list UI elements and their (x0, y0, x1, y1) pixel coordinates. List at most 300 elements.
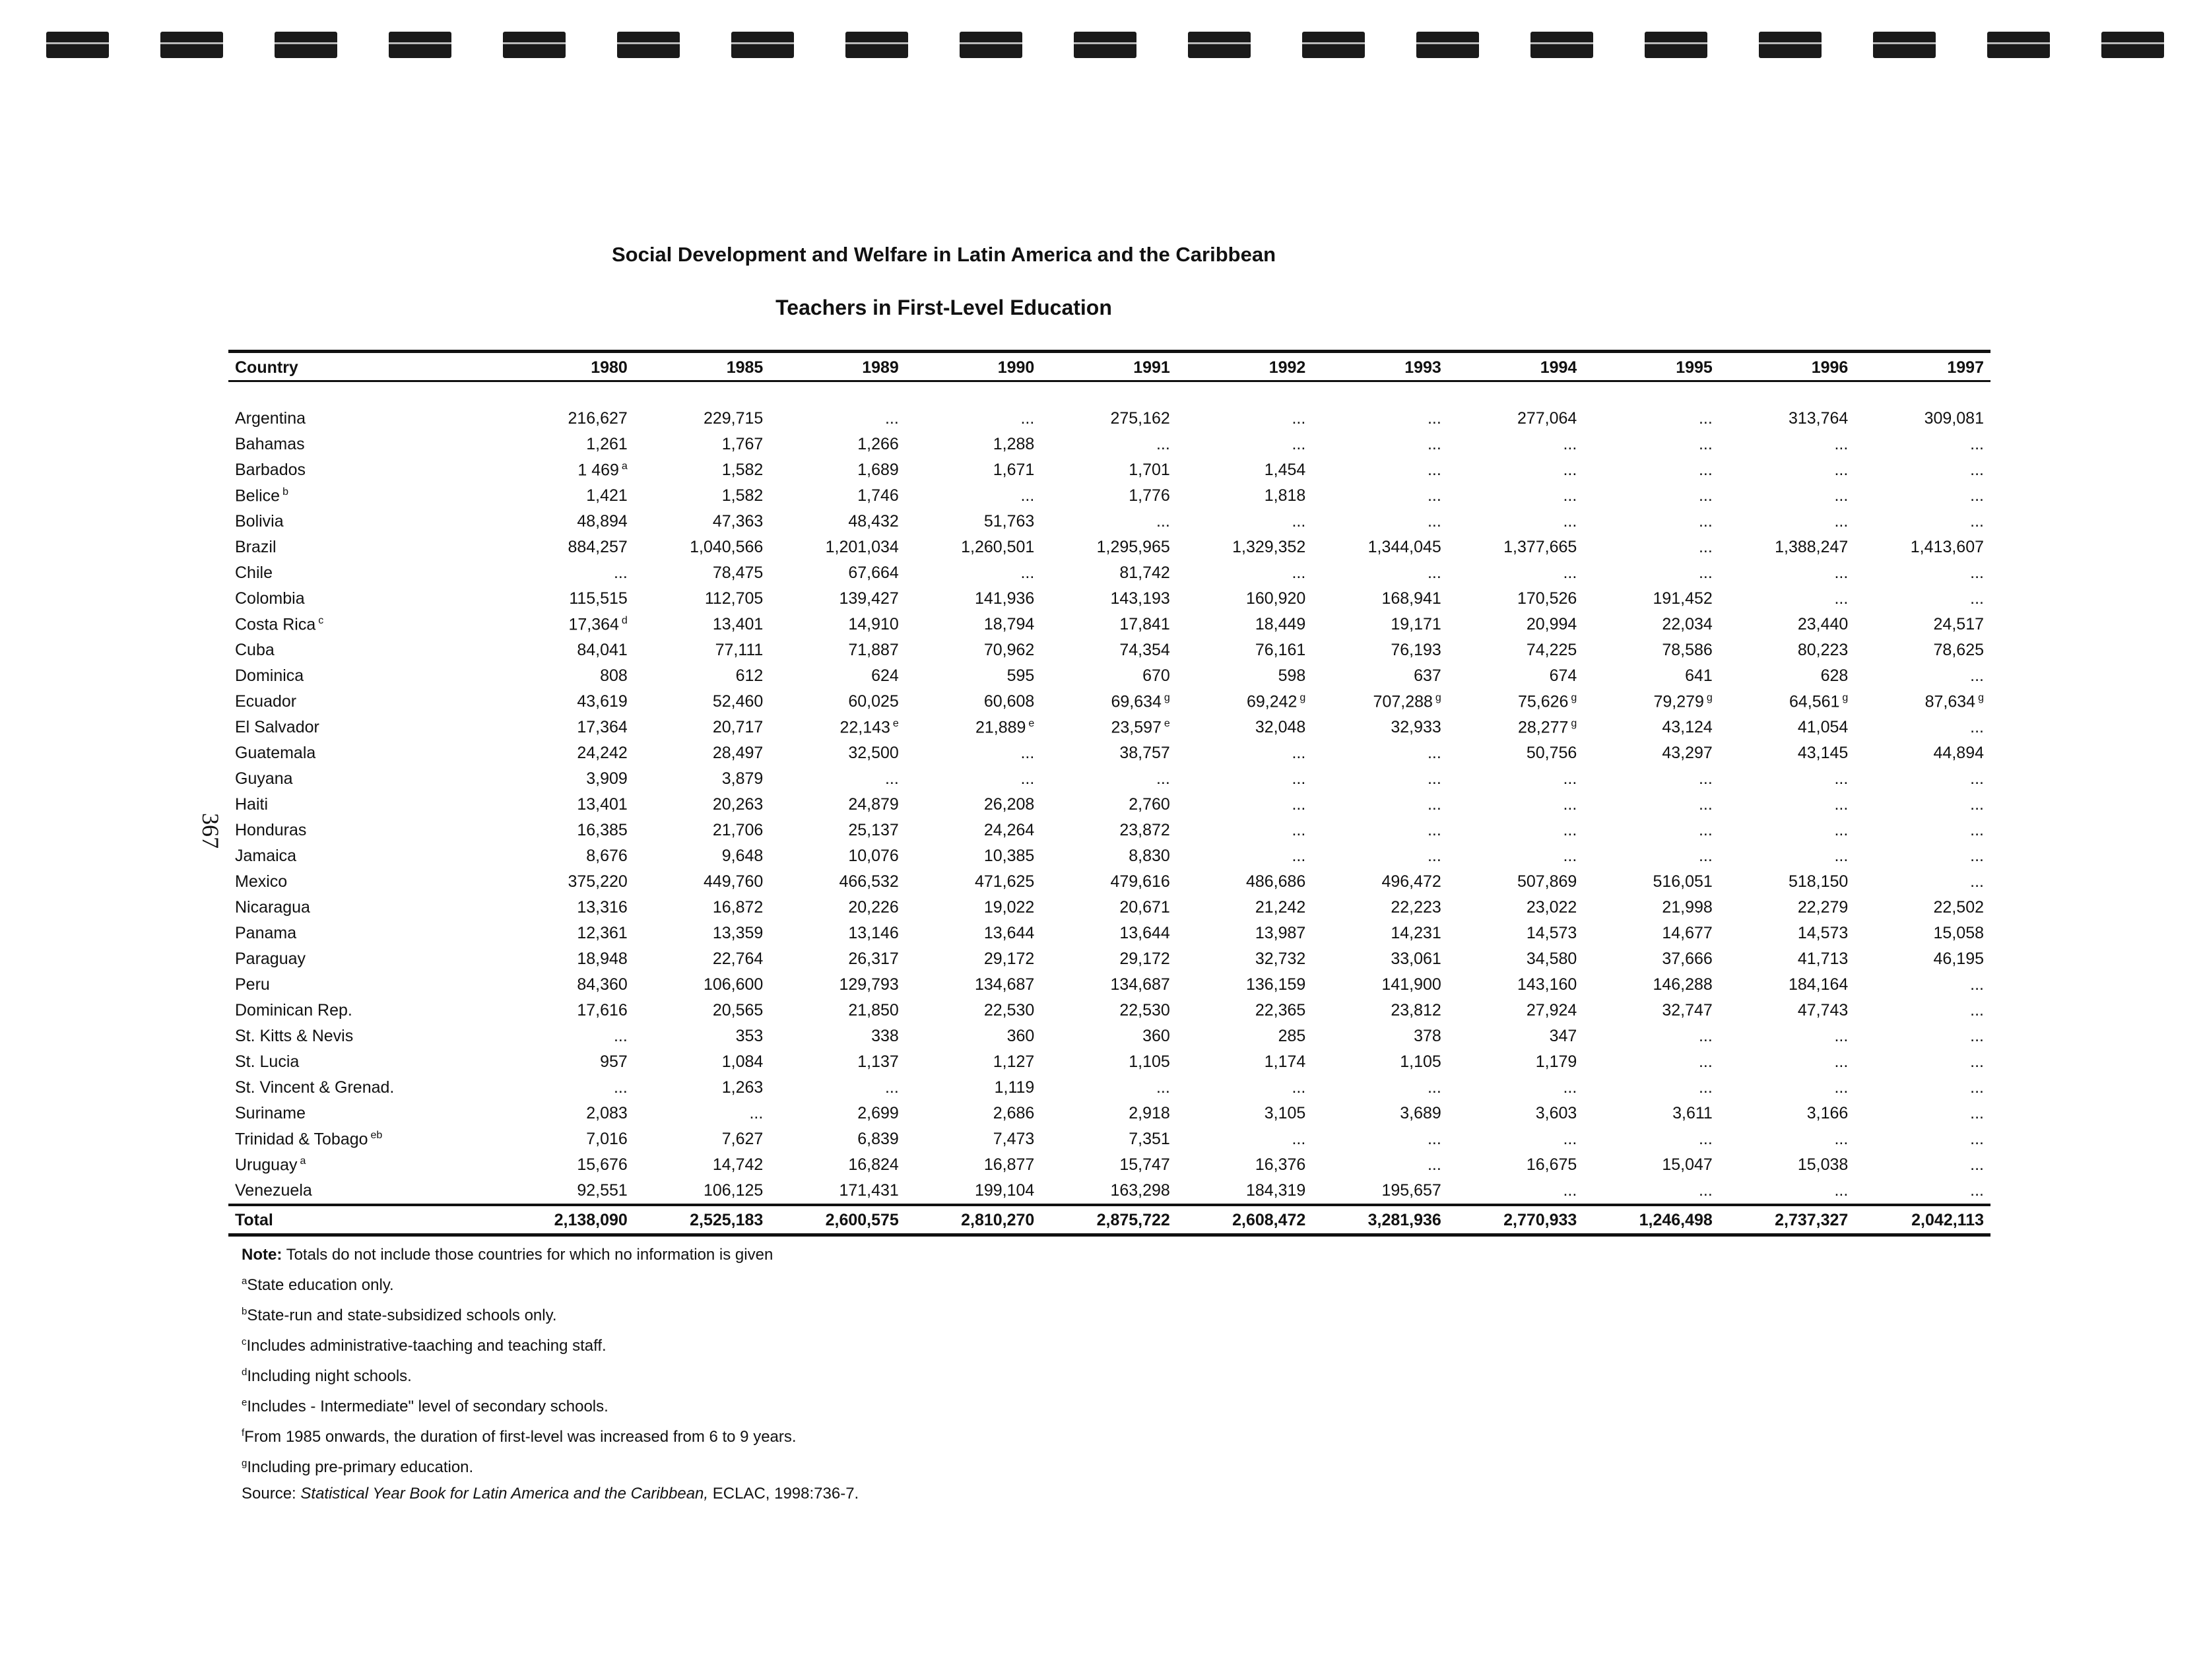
country-cell (228, 998, 498, 1023)
value-cell (1855, 792, 1990, 818)
cell-value: 26,208 (983, 795, 1035, 814)
cell-value: 112,705 (704, 589, 764, 608)
cell-value: 170,526 (1517, 589, 1577, 608)
cell-value: ... (1427, 409, 1441, 428)
value-cell (1448, 1101, 1584, 1126)
cell-value: ... (1020, 564, 1035, 582)
cell-value: 19,171 (1391, 615, 1441, 633)
cell-value: 160,920 (1245, 589, 1306, 608)
footnote-mark: g (1435, 692, 1441, 703)
value-cell (1719, 792, 1855, 818)
value-cell (1312, 1101, 1448, 1126)
value-cell (770, 457, 905, 483)
cell-value: 184,319 (1245, 1181, 1306, 1200)
cell-value: ... (1698, 564, 1713, 582)
value-cell (770, 715, 905, 740)
cell-value: 15,747 (1119, 1155, 1170, 1174)
cell-value: 10,076 (848, 847, 899, 865)
value-cell (905, 663, 1041, 689)
cell-value: ... (1156, 435, 1170, 453)
cell-value: ... (1834, 589, 1849, 608)
cell-value: 32,933 (1391, 718, 1441, 736)
value-cell (1041, 1178, 1177, 1205)
value-cell (1583, 612, 1719, 637)
cell-value: 34,580 (1526, 950, 1577, 968)
footnote-mark: e (892, 717, 899, 729)
value-cell (1312, 1178, 1448, 1205)
cell-value: 168,941 (1381, 589, 1441, 608)
country-name: Nicaragua (235, 898, 310, 917)
cell-value: ... (1427, 564, 1441, 582)
cell-value: 22,530 (1119, 1001, 1170, 1019)
cell-value: 641 (1685, 666, 1713, 685)
cell-value: 22,365 (1255, 1001, 1306, 1019)
table-row (228, 946, 1990, 972)
table-row (228, 792, 1990, 818)
value-cell (1719, 534, 1855, 560)
cell-value: ... (1698, 409, 1713, 428)
spacer-row (228, 381, 1990, 406)
value-cell (1177, 663, 1313, 689)
binder-holes (46, 32, 2158, 63)
cell-value: 1,344,045 (1367, 538, 1441, 556)
cell-value: 143,193 (1110, 589, 1170, 608)
cell-value: ... (1970, 435, 1984, 453)
cell-value: ... (1020, 769, 1035, 788)
cell-value: 1,040,566 (690, 538, 764, 556)
cell-value: ... (1834, 1078, 1849, 1097)
cell-value: ... (1834, 847, 1849, 865)
value-cell (1177, 432, 1313, 457)
footnote-mark: e (1028, 717, 1035, 729)
value-cell (905, 1101, 1041, 1126)
cell-value: ... (1427, 744, 1441, 762)
cell-value: ... (613, 564, 628, 582)
cell-value: 12,361 (577, 924, 628, 942)
value-cell (1448, 534, 1584, 560)
total-cell: 2,138,090 (498, 1205, 634, 1235)
value-cell (1583, 1049, 1719, 1075)
value-cell (1041, 972, 1177, 998)
value-cell (498, 483, 634, 509)
value-cell (1041, 663, 1177, 689)
binder-hole (1302, 32, 1365, 58)
value-cell (1719, 1075, 1855, 1101)
cell-value: 199,104 (974, 1181, 1035, 1200)
value-cell (634, 432, 770, 457)
value-cell (1583, 972, 1719, 998)
footnote (242, 1450, 859, 1481)
value-cell (1583, 792, 1719, 818)
country-name: Venezuela (235, 1181, 312, 1200)
cell-value: 52,460 (712, 692, 764, 711)
value-cell (1041, 766, 1177, 792)
binder-hole (1530, 32, 1593, 58)
table-row (228, 509, 1990, 534)
value-cell (770, 946, 905, 972)
value-cell (1041, 612, 1177, 637)
value-cell (1177, 1126, 1313, 1152)
footnote-mark: a (300, 1155, 306, 1167)
table-row (228, 766, 1990, 792)
footnote-text: State-run and state-subsidized schools only. (247, 1307, 557, 1324)
cell-value: ... (1427, 821, 1441, 839)
value-cell (1312, 663, 1448, 689)
cell-value: 69,242 (1246, 692, 1298, 711)
cell-value: 23,440 (1797, 615, 1849, 633)
cell-value: ... (1970, 718, 1984, 736)
table-row (228, 998, 1990, 1023)
value-cell (1312, 586, 1448, 612)
cell-value: 81,742 (1119, 564, 1170, 582)
cell-value: ... (1698, 512, 1713, 531)
cell-value: 23,022 (1526, 898, 1577, 917)
value-cell (1855, 1178, 1990, 1205)
cell-value: 13,401 (712, 615, 764, 633)
country-cell (228, 766, 498, 792)
value-cell (1855, 869, 1990, 895)
cell-value: ... (1970, 1001, 1984, 1019)
value-cell (1312, 895, 1448, 921)
cell-value: ... (1834, 1181, 1849, 1200)
footnote-letter: b (242, 1306, 247, 1317)
cell-value: ... (1834, 1027, 1849, 1045)
country-cell (228, 406, 498, 432)
value-cell (1312, 483, 1448, 509)
value-cell (1312, 766, 1448, 792)
value-cell (1583, 895, 1719, 921)
value-cell (770, 818, 905, 843)
cell-value: ... (1698, 435, 1713, 453)
country-name: Bahamas (235, 435, 305, 453)
value-cell (905, 818, 1041, 843)
binder-hole (731, 32, 794, 58)
cell-value: 7,627 (721, 1130, 764, 1148)
value-cell (1583, 483, 1719, 509)
total-cell: 2,042,113 (1855, 1205, 1990, 1235)
cell-value: 79,279 (1653, 692, 1704, 711)
cell-value: 1,295,965 (1096, 538, 1170, 556)
cell-value: 141,900 (1381, 975, 1441, 994)
value-cell (905, 895, 1041, 921)
cell-value: 3,689 (1400, 1104, 1441, 1122)
cell-value: 22,034 (1662, 615, 1713, 633)
value-cell (905, 972, 1041, 998)
binder-hole (1873, 32, 1936, 58)
cell-value: 14,573 (1797, 924, 1849, 942)
value-cell (1312, 843, 1448, 869)
cell-value: 347 (1549, 1027, 1577, 1045)
value-cell (905, 998, 1041, 1023)
cell-value: 216,627 (568, 409, 628, 428)
value-cell (1312, 637, 1448, 663)
teachers-table (228, 350, 1990, 1237)
cell-value: 32,732 (1255, 950, 1306, 968)
value-cell (1041, 1049, 1177, 1075)
cell-value: 74,225 (1526, 641, 1577, 659)
value-cell (1719, 1126, 1855, 1152)
total-cell: 2,600,575 (770, 1205, 905, 1235)
cell-value: 47,743 (1797, 1001, 1849, 1019)
footnote-mark: g (1164, 692, 1170, 703)
cell-value: 92,551 (577, 1181, 628, 1200)
value-cell (770, 792, 905, 818)
total-cell: 2,525,183 (634, 1205, 770, 1235)
cell-value: 1,119 (994, 1078, 1035, 1097)
cell-value: 1,263 (721, 1078, 764, 1097)
cell-value: 1,084 (721, 1052, 764, 1071)
cell-value: ... (1834, 512, 1849, 531)
value-cell (634, 1126, 770, 1152)
cell-value: 24,517 (1933, 615, 1984, 633)
cell-value: 60,608 (983, 692, 1035, 711)
value-cell (1448, 509, 1584, 534)
cell-value: ... (1970, 821, 1984, 839)
value-cell (1041, 586, 1177, 612)
value-cell (498, 663, 634, 689)
value-cell (634, 921, 770, 946)
value-cell (1312, 740, 1448, 766)
cell-value: 51,763 (983, 512, 1035, 531)
value-cell (1719, 740, 1855, 766)
cell-value: 7,473 (993, 1130, 1035, 1148)
cell-value: ... (1292, 795, 1306, 814)
value-cell (1855, 1152, 1990, 1178)
value-cell (1448, 715, 1584, 740)
cell-value: 17,841 (1119, 615, 1170, 633)
total-row (228, 1205, 1990, 1235)
value-cell (1177, 766, 1313, 792)
cell-value: 479,616 (1110, 872, 1170, 891)
value-cell (1448, 895, 1584, 921)
binder-hole (275, 32, 337, 58)
value-cell (1855, 921, 1990, 946)
value-cell (498, 1178, 634, 1205)
cell-value: ... (1427, 461, 1441, 479)
cell-value: 14,573 (1526, 924, 1577, 942)
cell-value: 707,288 (1373, 692, 1433, 711)
value-cell (1448, 740, 1584, 766)
value-cell (1041, 843, 1177, 869)
cell-value: ... (1970, 1181, 1984, 1200)
cell-value: ... (1698, 821, 1713, 839)
value-cell (1312, 534, 1448, 560)
value-cell (1719, 483, 1855, 509)
table-row (228, 740, 1990, 766)
value-cell (1719, 612, 1855, 637)
footnote (242, 1299, 859, 1329)
value-cell (1583, 689, 1719, 715)
cell-value: 44,894 (1933, 744, 1984, 762)
cell-value: 20,717 (712, 718, 764, 736)
country-name: Honduras (235, 821, 307, 839)
value-cell (1855, 663, 1990, 689)
table-row (228, 1075, 1990, 1101)
cell-value: ... (1292, 564, 1306, 582)
value-cell (1719, 406, 1855, 432)
cell-value: 32,048 (1255, 718, 1306, 736)
value-cell (1041, 483, 1177, 509)
value-cell (1448, 998, 1584, 1023)
value-cell (498, 1049, 634, 1075)
value-cell (634, 457, 770, 483)
cell-value: ... (1698, 486, 1713, 505)
cell-value: 957 (600, 1052, 628, 1071)
value-cell (498, 457, 634, 483)
cell-value: ... (1698, 538, 1713, 556)
value-cell (905, 689, 1041, 715)
cell-value: 18,449 (1255, 615, 1306, 633)
country-cell (228, 663, 498, 689)
notes-section (242, 1242, 859, 1507)
value-cell (905, 406, 1041, 432)
cell-value: 9,648 (721, 847, 764, 865)
value-cell (770, 1075, 905, 1101)
value-cell (498, 406, 634, 432)
country-name: Dominica (235, 666, 304, 685)
value-cell (1312, 921, 1448, 946)
value-cell (1583, 921, 1719, 946)
value-cell (905, 715, 1041, 740)
footnote-mark: g (1842, 692, 1849, 703)
footnote-letter: a (242, 1276, 247, 1287)
value-cell (905, 1178, 1041, 1205)
value-cell (1719, 1152, 1855, 1178)
value-cell (1855, 509, 1990, 534)
value-cell (1583, 740, 1719, 766)
value-cell (770, 1178, 905, 1205)
cell-value: 1,689 (857, 461, 899, 479)
cell-value: 60,025 (848, 692, 899, 711)
cell-value: 10,385 (983, 847, 1035, 865)
spacer-cell (228, 381, 1990, 406)
cell-value: 19,022 (983, 898, 1035, 917)
value-cell (498, 946, 634, 972)
table-row (228, 972, 1990, 998)
value-cell (1855, 1075, 1990, 1101)
cell-value: 24,879 (848, 795, 899, 814)
value-cell (1855, 1101, 1990, 1126)
value-cell (498, 560, 634, 586)
cell-value: 146,288 (1653, 975, 1713, 994)
country-name: Chile (235, 564, 273, 582)
value-cell (1448, 869, 1584, 895)
footnote-mark: e (1164, 717, 1170, 729)
value-cell (498, 1023, 634, 1049)
value-cell (1041, 1152, 1177, 1178)
value-cell (1719, 869, 1855, 895)
cell-value: 29,172 (983, 950, 1035, 968)
cell-value: 22,143 (839, 718, 890, 737)
column-header: 1989 (770, 352, 905, 381)
value-cell (905, 534, 1041, 560)
country-name: Cuba (235, 641, 275, 659)
value-cell (1448, 560, 1584, 586)
cell-value: 25,137 (848, 821, 899, 839)
value-cell (905, 1049, 1041, 1075)
column-header: 1995 (1583, 352, 1719, 381)
cell-value: 76,161 (1255, 641, 1306, 659)
value-cell (634, 406, 770, 432)
cell-value: 17,364 (577, 718, 628, 736)
value-cell (498, 534, 634, 560)
cell-value: 22,223 (1391, 898, 1441, 917)
value-cell (634, 509, 770, 534)
table-row (228, 560, 1990, 586)
cell-value: 41,054 (1797, 718, 1849, 736)
value-cell (905, 869, 1041, 895)
value-cell (905, 432, 1041, 457)
table-row (228, 612, 1990, 637)
cell-value: ... (1563, 435, 1577, 453)
value-cell (1312, 818, 1448, 843)
value-cell (1448, 921, 1584, 946)
footnote-mark: a (621, 460, 628, 472)
value-cell (1855, 766, 1990, 792)
value-cell (634, 869, 770, 895)
value-cell (1855, 946, 1990, 972)
cell-value: 637 (1414, 666, 1441, 685)
value-cell (1855, 637, 1990, 663)
cell-value: 15,038 (1797, 1155, 1849, 1174)
cell-value: 23,812 (1391, 1001, 1441, 1019)
cell-value: ... (613, 1027, 628, 1045)
value-cell (1041, 946, 1177, 972)
value-cell (1177, 895, 1313, 921)
footnote-text: Including night schools. (247, 1367, 412, 1385)
value-cell (1583, 946, 1719, 972)
cell-value: 20,671 (1119, 898, 1170, 917)
cell-value: ... (1834, 461, 1849, 479)
cell-value: 360 (1142, 1027, 1170, 1045)
value-cell (770, 586, 905, 612)
value-cell (1855, 1023, 1990, 1049)
value-cell (1448, 483, 1584, 509)
cell-value: 139,427 (839, 589, 899, 608)
cell-value: 24,242 (577, 744, 628, 762)
country-cell (228, 1049, 498, 1075)
value-cell (1177, 792, 1313, 818)
value-cell (1719, 457, 1855, 483)
cell-value: 28,277 (1517, 718, 1569, 737)
country-name: Panama (235, 924, 297, 942)
cell-value: 1,127 (993, 1052, 1035, 1071)
cell-value: ... (1970, 1027, 1984, 1045)
cell-value: 516,051 (1653, 872, 1713, 891)
value-cell (1448, 689, 1584, 715)
cell-value: ... (1970, 1052, 1984, 1071)
country-cell (228, 1075, 498, 1101)
cell-value: 16,376 (1255, 1155, 1306, 1174)
cell-value: 22,502 (1933, 898, 1984, 917)
value-cell (1855, 560, 1990, 586)
cell-value: 78,475 (712, 564, 764, 582)
cell-value: 2,760 (1129, 795, 1170, 814)
value-cell (1312, 715, 1448, 740)
cell-value: ... (1698, 795, 1713, 814)
country-name: Jamaica (235, 847, 297, 865)
cell-value: ... (1970, 975, 1984, 994)
cell-value: ... (1563, 821, 1577, 839)
cell-value: ... (1563, 847, 1577, 865)
cell-value: ... (1427, 435, 1441, 453)
country-cell (228, 946, 498, 972)
country-name: Guatemala (235, 744, 316, 762)
table-row (228, 406, 1990, 432)
value-cell (770, 766, 905, 792)
cell-value: 3,105 (1264, 1104, 1306, 1122)
value-cell (634, 792, 770, 818)
